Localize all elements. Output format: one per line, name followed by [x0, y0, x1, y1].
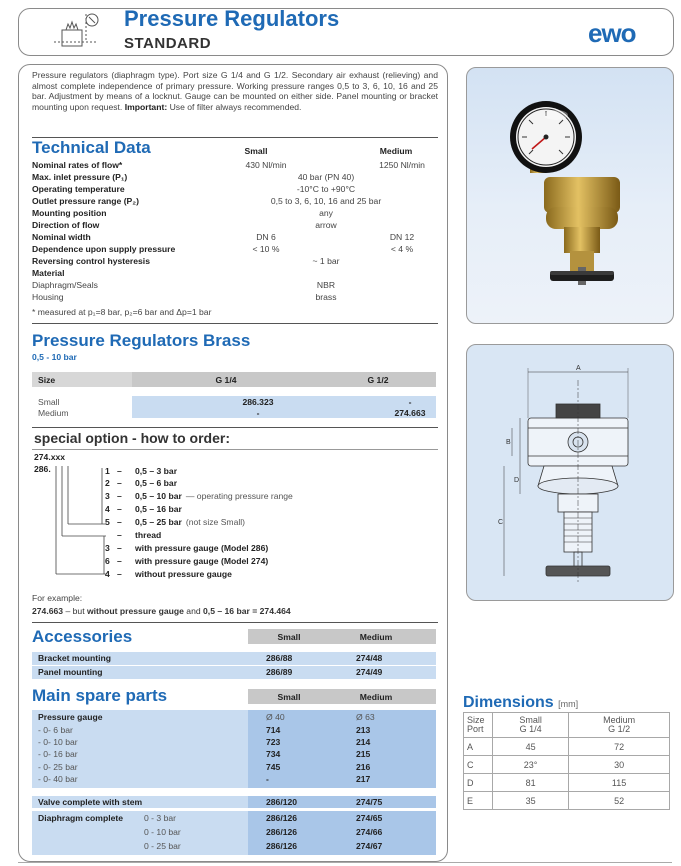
- dimensions-header-medium: [569, 713, 670, 738]
- section-rule: [32, 323, 438, 324]
- technical-row-mid: -10°C to +90°C: [296, 184, 356, 194]
- page-bottom-rule: [18, 862, 672, 863]
- order-option-num: 3: [105, 543, 110, 553]
- brass-col-size: Size: [38, 375, 56, 385]
- dim-hdr-port: Port: [467, 724, 484, 734]
- technical-row-label: Operating temperature: [32, 184, 125, 194]
- gauge-row-medium: 214: [356, 737, 371, 748]
- technical-row: [32, 231, 438, 243]
- gauge-label: Pressure gauge: [38, 712, 103, 722]
- diaphragm-row-range: 0 - 25 bar: [144, 841, 181, 851]
- order-option-dash: –: [117, 478, 122, 488]
- spare-col-small: Small: [277, 692, 301, 702]
- diaphragm-row-small: 286/126: [266, 827, 298, 837]
- dimensions-row-small: 35: [493, 792, 569, 810]
- gauge-row-label: - 0- 25 bar: [38, 761, 78, 772]
- dim-hdr-small-port: G 1/4: [519, 724, 542, 734]
- drawing-label-b: B: [506, 439, 511, 446]
- dimensions-row-dim: C: [464, 756, 493, 774]
- order-option-dash: –: [117, 530, 122, 540]
- gauge-medium-dia: Ø 63: [356, 712, 375, 722]
- technical-row: [32, 267, 438, 279]
- technical-row: [32, 195, 438, 207]
- dimensions-row-small: 45: [493, 738, 569, 756]
- dim-hdr-small: Small: [519, 715, 542, 725]
- order-option-text: with pressure gauge (Model 286): [135, 543, 269, 553]
- dimensions-body: [464, 738, 670, 810]
- diaphragm-row-medium: 274/66: [356, 827, 383, 837]
- gauge-row-small: -: [266, 773, 269, 784]
- accessories-row-small: 286/88: [266, 653, 293, 663]
- diaphragm-row: [32, 827, 438, 838]
- dimensions-row: [464, 792, 670, 810]
- order-option-num: 5: [105, 517, 110, 527]
- technical-row-mid: arrow: [315, 220, 337, 230]
- page-title: Pressure Regulators: [124, 6, 340, 31]
- brass-row-g12: 274.663: [394, 408, 426, 418]
- order-option-dash: –: [117, 466, 122, 476]
- brand-logo: ewo: [588, 18, 636, 48]
- gauge-row-small: 734: [266, 749, 281, 760]
- technical-footnote: * measured at p₁=8 bar, p₂=6 bar and Δp=1 bar: [32, 307, 212, 317]
- diaphragm-row: [32, 841, 438, 852]
- valve-small: 286/120: [266, 797, 298, 807]
- example-line: [32, 606, 291, 616]
- gauge-row-small: 745: [266, 761, 281, 772]
- accessories-col-small: Small: [277, 632, 301, 642]
- order-option-dash: –: [117, 556, 122, 566]
- technical-row: [32, 171, 438, 183]
- gauge-row-small: 723: [266, 737, 281, 748]
- brass-title: Pressure Regulators Brass: [32, 331, 251, 350]
- dim-hdr-medium: Medium: [603, 715, 636, 725]
- important-text: Use of filter always recommended.: [169, 101, 302, 112]
- brass-row-size: Small: [38, 397, 60, 407]
- gauge-row-medium: 216: [356, 761, 371, 772]
- order-option-text: 0,5 – 3 bar: [135, 466, 178, 476]
- technical-row: [32, 279, 438, 291]
- example-label: For example:: [32, 593, 83, 603]
- dimensions-row: [464, 756, 670, 774]
- technical-row: [32, 219, 438, 231]
- order-option-line: [105, 465, 181, 478]
- example-and: and: [183, 606, 204, 616]
- brass-row: [32, 397, 438, 408]
- gauge-small-dia: Ø 40: [266, 712, 285, 722]
- dimensions-row-medium: 30: [569, 756, 670, 774]
- brass-row-size: Medium: [38, 408, 69, 418]
- valve-label: Valve complete with stem: [38, 797, 143, 807]
- section-rule: [32, 427, 438, 428]
- accessories-row: [32, 653, 438, 664]
- accessories-row: [32, 667, 438, 678]
- order-option-note: — operating pressure range: [185, 491, 293, 501]
- gauge-row-medium: 213: [356, 725, 371, 735]
- technical-row: [32, 291, 438, 303]
- regulator-symbol-icon: [52, 12, 100, 52]
- technical-row-label: Mounting position: [32, 208, 107, 218]
- diaphragm-row: [32, 813, 438, 824]
- technical-row-medium: DN 12: [389, 232, 415, 242]
- order-option-line: [105, 542, 272, 555]
- accessories-row-label: Panel mounting: [38, 667, 103, 677]
- gauge-row-label: - 0- 16 bar: [38, 749, 78, 760]
- diaphragm-row-range: 0 - 3 bar: [144, 813, 177, 823]
- dimensions-row: [464, 738, 670, 756]
- accessories-row-medium: 274/49: [356, 667, 383, 677]
- diaphragm-label: Diaphragm complete: [38, 813, 124, 823]
- section-rule: [32, 622, 438, 623]
- technical-row-medium: < 4 %: [390, 244, 414, 254]
- technical-row-label: Nominal rates of flow*: [32, 160, 123, 170]
- example-mid: – but: [63, 606, 87, 616]
- gauge-row: [32, 749, 438, 760]
- gauge-row: [32, 774, 438, 785]
- order-bracket-lines: [50, 462, 110, 582]
- dim-hdr-size: Size: [467, 715, 485, 725]
- technical-row: [32, 207, 438, 219]
- order-option-line: [105, 555, 272, 568]
- technical-row-small: DN 6: [256, 232, 276, 242]
- technical-row-small: < 10 %: [252, 244, 280, 254]
- dimensions-header-small: [493, 713, 569, 738]
- accessories-row-small: 286/89: [266, 667, 293, 677]
- header-frame: [18, 8, 674, 56]
- diaphragm-row-range: 0 - 10 bar: [144, 827, 181, 837]
- diaphragm-row-medium: 274/65: [356, 813, 383, 823]
- dimensions-table: [463, 712, 670, 810]
- valve-medium: 274/75: [356, 797, 383, 807]
- order-option-num: 4: [105, 569, 110, 579]
- dimensions-row-medium: 115: [569, 774, 670, 792]
- page-subtitle: STANDARD: [124, 35, 212, 52]
- technical-row-label: Nominal width: [32, 232, 91, 242]
- order-option-line: [105, 503, 186, 516]
- order-option-line: [105, 568, 236, 581]
- example-code: 274.663: [32, 606, 64, 616]
- technical-row: [32, 243, 438, 255]
- gauge-row-label: - 0- 6 bar: [38, 725, 73, 735]
- dimensions-header-size: [464, 713, 493, 738]
- order-option-dash: –: [117, 569, 122, 579]
- gauge-row: [32, 725, 438, 736]
- accessories-title: Accessories: [32, 627, 133, 646]
- technical-row-label: Housing: [32, 292, 64, 302]
- technical-row-mid: brass: [315, 292, 337, 302]
- order-option-dash: –: [117, 517, 122, 527]
- technical-row-small: 430 Nl/min: [245, 160, 287, 170]
- technical-row-medium: 1250 Nl/min: [379, 160, 425, 170]
- order-option-dash: –: [117, 504, 122, 514]
- accessories-col-medium: Medium: [359, 632, 393, 642]
- dimensions-row-dim: E: [464, 792, 493, 810]
- brass-row-g14: -: [256, 408, 260, 418]
- drawing-label-c: C: [498, 519, 504, 526]
- example-bold: without pressure gauge: [86, 606, 184, 616]
- brass-row: [32, 408, 438, 419]
- dimensions-header-row: [464, 713, 670, 738]
- example-range: 0,5 – 16 bar = 274.464: [203, 606, 291, 616]
- dimensions-row-dim: A: [464, 738, 493, 756]
- order-option-dash: –: [117, 491, 122, 501]
- brass-range: 0,5 - 10 bar: [32, 352, 77, 362]
- technical-row-label: Reversing control hysteresis: [32, 256, 150, 266]
- technical-row-mid: 0,5 to 3, 6, 10, 16 and 25 bar: [270, 196, 382, 206]
- gauge-row-small: 714: [266, 725, 281, 735]
- diaphragm-row-medium: 274/67: [356, 841, 383, 851]
- dimensions-title-text: Dimensions: [463, 694, 554, 711]
- order-option-text: without pressure gauge: [135, 569, 232, 579]
- technical-data-title: Technical Data: [32, 138, 151, 157]
- order-option-line: [105, 516, 245, 529]
- spare-col-medium: Medium: [359, 692, 393, 702]
- dimension-drawing: [466, 344, 672, 599]
- gauge-row: [32, 737, 438, 748]
- section-rule: [32, 449, 438, 450]
- dimensions-title: [463, 694, 578, 712]
- technical-row: [32, 255, 438, 267]
- dimensions-row-dim: D: [464, 774, 493, 792]
- gauge-row: [32, 762, 438, 773]
- spare-title: Main spare parts: [32, 686, 168, 705]
- intro-text: [32, 70, 438, 112]
- gauge-row-medium: 217: [356, 773, 371, 784]
- order-option-num: 2: [105, 478, 110, 488]
- technical-row: [32, 159, 438, 171]
- technical-row-label: Direction of flow: [32, 220, 100, 230]
- order-option-num: 4: [105, 504, 110, 514]
- diaphragm-row-small: 286/126: [266, 841, 298, 851]
- technical-col-medium: Medium: [379, 146, 413, 156]
- brass-row-g12: -: [408, 397, 412, 407]
- drawing-label-d: D: [514, 477, 520, 484]
- order-option-text: 0,5 – 16 bar: [135, 504, 182, 514]
- important-label: Important:: [124, 101, 168, 112]
- dimensions-row-medium: 52: [569, 792, 670, 810]
- order-option-num: 6: [105, 556, 110, 566]
- order-option-text: thread: [135, 530, 162, 540]
- dim-hdr-medium-port: G 1/2: [608, 724, 631, 734]
- accessories-row-label: Bracket mounting: [38, 653, 112, 663]
- technical-row-mid: ~ 1 bar: [312, 256, 340, 266]
- gauge-row-label: - 0- 10 bar: [38, 737, 78, 748]
- dimensions-row-medium: 72: [569, 738, 670, 756]
- diaphragm-row-small: 286/126: [266, 813, 298, 823]
- technical-col-small: Small: [244, 146, 268, 156]
- technical-row-label: Dependence upon supply pressure: [32, 244, 176, 254]
- technical-row-label: Max. inlet pressure (P₁): [32, 172, 128, 182]
- technical-row-label: Material: [32, 268, 65, 278]
- brass-col-g12: G 1/2: [367, 375, 389, 385]
- order-option-num: 3: [105, 491, 110, 501]
- order-option-dash: –: [117, 543, 122, 553]
- drawing-label-a: A: [576, 365, 581, 372]
- technical-row-label: Diaphragm/Seals: [32, 280, 98, 290]
- order-option-text: 0,5 – 25 bar: [135, 517, 182, 527]
- order-option-note: (not size Small): [185, 517, 246, 527]
- gauge-row-medium: 215: [356, 749, 371, 760]
- order-option-text: 0,5 – 10 bar: [135, 491, 182, 501]
- gauge-row-label: - 0- 40 bar: [38, 773, 78, 784]
- order-option-text: 0,5 – 6 bar: [135, 478, 178, 488]
- dimensions-unit: [mm]: [558, 699, 579, 709]
- technical-row-mid: 40 bar (PN 40): [297, 172, 355, 182]
- order-option-line: [105, 490, 293, 503]
- dimensions-row-small: 23°: [493, 756, 569, 774]
- brass-row-g14: 286.323: [242, 397, 274, 407]
- accessories-row-medium: 274/48: [356, 653, 383, 663]
- order-option-line: [105, 529, 165, 542]
- pressure-regulator-photo: [466, 67, 672, 322]
- order-title: special option - how to order:: [34, 430, 230, 446]
- brass-col-g14: G 1/4: [215, 375, 237, 385]
- order-code-2: 286.: [34, 464, 51, 474]
- order-code-1: 274.xxx: [34, 452, 66, 462]
- technical-row-mid: NBR: [316, 280, 336, 290]
- intro-description: Pressure regulators (diaphragm type). Port size G 1/4 and G 1/2. Secondary air exhaust (relieving) and almost complete independence of primary pressure. Working pressure ranges 0,5 to 3, 6, 10, 16 and 25 bar. Adjustment by means of a locknut. Gauge can be mounted on either side. Panel mounting or bracket mounting upon request.: [32, 70, 438, 112]
- dimensions-row-small: 81: [493, 774, 569, 792]
- technical-row-mid: any: [319, 208, 333, 218]
- dimensions-row: [464, 774, 670, 792]
- order-option-num: 1: [105, 466, 110, 476]
- order-option-text: with pressure gauge (Model 274): [135, 556, 269, 566]
- technical-row-label: Outlet pressure range (P₂): [32, 196, 139, 206]
- technical-row: [32, 183, 438, 195]
- order-option-line: [105, 477, 181, 490]
